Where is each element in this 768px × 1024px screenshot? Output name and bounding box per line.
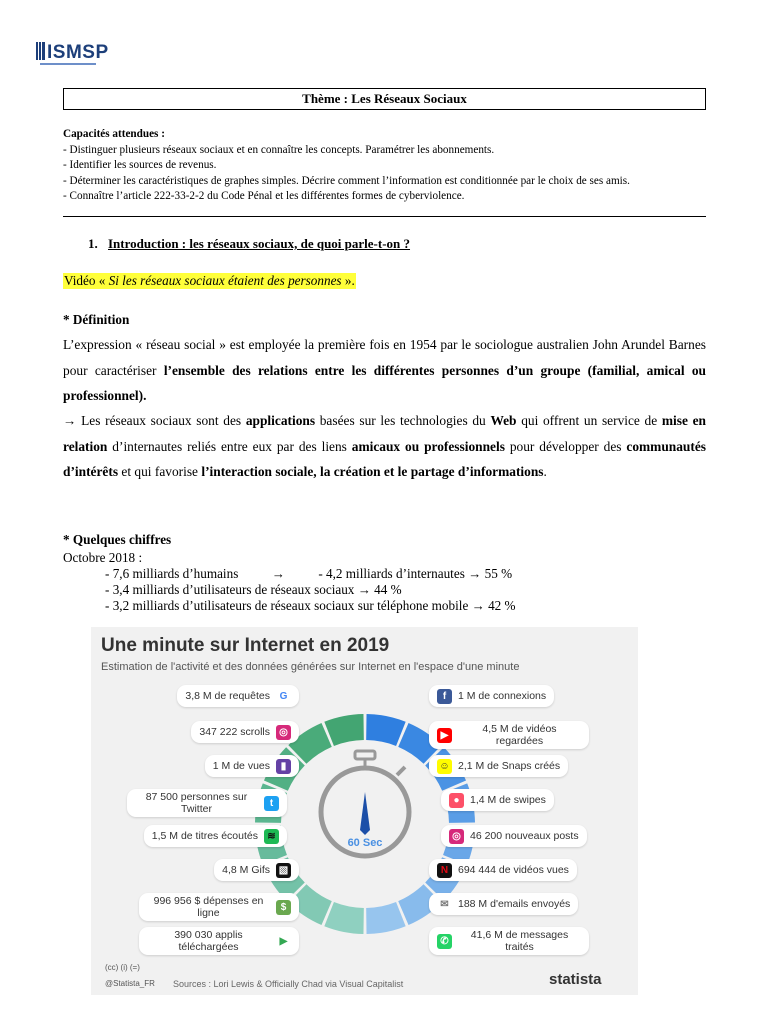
section-number: 1.: [88, 236, 98, 251]
statista-logo: statista: [549, 971, 602, 988]
definition-paragraph: [63, 332, 706, 409]
stat-label: 2,1 M de Snaps créés: [458, 760, 561, 772]
capacite-item: - Connaître l’article 222-33-2-2 du Code Pénal et les différentes formes de cyberviolence.: [63, 190, 465, 202]
stat-label: 694 444 de vidéos vues: [458, 864, 569, 876]
stat-pill: [429, 755, 568, 777]
platform-icon: ◎: [276, 725, 291, 740]
stat-pill: [139, 893, 299, 921]
platform-icon: ▶: [437, 728, 452, 743]
stat-label: 347 222 scrolls: [199, 726, 270, 738]
logo-text: ISMSP: [47, 42, 109, 63]
stat-pill: [214, 859, 299, 881]
platform-icon: ≋: [264, 829, 279, 844]
capacites-title: Capacités attendues :: [63, 128, 165, 140]
text-run: d’internautes reliés entre eux par des liens: [107, 438, 352, 454]
text-run: pour développer des: [504, 438, 627, 454]
infographic-source: Sources : Lori Lewis & Officially Chad via Visual Capitalist: [173, 979, 404, 989]
stat-pill: [429, 859, 577, 881]
stat-label: 4,8 M Gifs: [222, 864, 270, 876]
stat-label: 1 M de vues: [212, 760, 270, 772]
infographic-title: Une minute sur Internet en 2019: [101, 635, 390, 656]
capacite-item: - Déterminer les caractéristiques de graphes simples. Décrire comment l’information est conditionnée par le choix de ses amis.: [63, 174, 630, 187]
text-run-bold: l’ensemble des relations entre les différentes personnes d’un groupe (familial, amical ou professionnel).: [63, 362, 706, 403]
cc-license: (cc) (i) (=): [105, 963, 140, 972]
logo-mark-icon: [36, 42, 45, 60]
platform-icon: t: [264, 796, 279, 811]
horizontal-rule: [63, 216, 706, 217]
platform-icon: ◎: [449, 829, 464, 844]
ring-segment: [324, 714, 363, 746]
chiffres-line: - 3,4 milliards d’utilisateurs de réseaux sociaux → 44 %: [105, 582, 402, 597]
platform-icon: ✆: [437, 934, 452, 949]
stat-pill: [144, 825, 287, 847]
text-run-bold: amicaux ou professionnels: [351, 438, 505, 454]
stat-label: 87 500 personnes sur Twitter: [145, 791, 248, 815]
text-run-bold: applications: [245, 413, 316, 428]
text-run: L’expression « réseau social » est employée la première fois en 1954 par le sociologue australien John Arundel Barnes pour caractériser: [63, 337, 706, 378]
stat-label: 1,4 M de swipes: [470, 794, 546, 806]
ismsp-logo: [36, 42, 109, 64]
stat-label: 390 030 applis téléchargées: [174, 929, 243, 953]
video-reference: [63, 273, 356, 289]
stat-pill: [177, 685, 299, 707]
platform-icon: ☺: [437, 759, 452, 774]
stat-pill: [191, 721, 299, 743]
capacite-item: - Distinguer plusieurs réseaux sociaux et en connaître les concepts. Paramétrer les abonnements.: [63, 143, 495, 156]
chiffres-line: - 3,2 milliards d’utilisateurs de réseaux sociaux sur téléphone mobile → 42 %: [105, 598, 516, 613]
platform-icon: G: [276, 689, 291, 704]
stat-pill: [429, 927, 589, 955]
networks-paragraph: [63, 408, 706, 485]
stat-label: 1,5 M de titres écoutés: [151, 830, 258, 842]
text-run: qui offrent un service de: [516, 413, 662, 428]
stat-pill: [441, 789, 554, 811]
ring-segment: [324, 902, 363, 934]
chiffres-list: [63, 550, 516, 614]
stat-label: 3,8 M de requêtes: [185, 690, 270, 702]
platform-icon: ●: [449, 793, 464, 808]
platform-icon: f: [437, 689, 452, 704]
infographic-subtitle: Estimation de l'activité et des données générées sur Internet en l'espace d'une minute: [101, 661, 520, 673]
section-title: Introduction : les réseaux sociaux, de quoi parle-t-on ?: [108, 236, 411, 251]
chiffres-line: [63, 566, 516, 582]
stat-label: 1 M de connexions: [458, 690, 547, 702]
platform-icon: ▶: [276, 934, 291, 949]
platform-icon: ▮: [276, 759, 291, 774]
text-run: basées sur les technologies du: [315, 413, 491, 428]
text-run: .: [543, 464, 547, 479]
video-prefix: Vidéo «: [64, 273, 109, 288]
text-run-bold: mise en relation: [63, 413, 707, 454]
capacites-block: [63, 127, 630, 205]
definition-heading: * Définition: [63, 312, 130, 327]
stat-label: 41,6 M de messages traités: [470, 929, 569, 953]
capacite-item: - Identifier les sources de revenus.: [63, 159, 217, 171]
stat-label: 46 200 nouveaux posts: [470, 830, 579, 842]
stat-label: 188 M d'emails envoyés: [458, 898, 571, 910]
text-run-bold: Web: [490, 413, 517, 428]
ring-segment: [366, 902, 405, 934]
video-title: Si les réseaux sociaux étaient des personnes: [108, 273, 342, 288]
stat-label: 996 956 $ dépenses en ligne: [153, 895, 264, 919]
theme-title: Thème : Les Réseaux Sociaux: [63, 88, 706, 110]
ring-segment: [366, 714, 405, 746]
chiffres-heading: * Quelques chiffres: [63, 532, 172, 547]
center-label: 60 Sec: [347, 837, 383, 849]
text-run: → Les réseaux sociaux sont des: [63, 413, 246, 428]
arrow-text: →: [271, 566, 285, 581]
internet-minute-infographic: [91, 627, 638, 995]
stat-pill: [127, 789, 287, 817]
platform-icon: ✉: [437, 897, 452, 912]
platform-icon: N: [437, 863, 452, 878]
logo-underline: [40, 63, 96, 65]
stat-label: 4,5 M de vidéos regardées: [482, 723, 557, 747]
statista-handle: @Statista_FR: [105, 979, 155, 988]
stat-pill: [429, 685, 554, 707]
stat-pill: [429, 721, 589, 749]
section-heading: [88, 236, 410, 252]
text-run: et qui favorise: [118, 464, 202, 479]
stat-pill: [441, 825, 587, 847]
video-suffix: ».: [341, 273, 355, 288]
text-run-bold: l’interaction sociale, la création et le partage d’informations: [201, 464, 544, 479]
stat-pill: [205, 755, 299, 777]
platform-icon: $: [276, 900, 291, 915]
platform-icon: ▧: [276, 863, 291, 878]
text-run-bold: communautés d’intérêts: [63, 438, 706, 479]
text-run: - 4,2 milliards d’internautes → 55 %: [318, 566, 513, 581]
chiffres-date: Octobre 2018 :: [63, 550, 143, 565]
stat-pill: [429, 893, 578, 915]
text-run: - 7,6 milliards d’humains: [105, 566, 239, 581]
stat-pill: [139, 927, 299, 955]
